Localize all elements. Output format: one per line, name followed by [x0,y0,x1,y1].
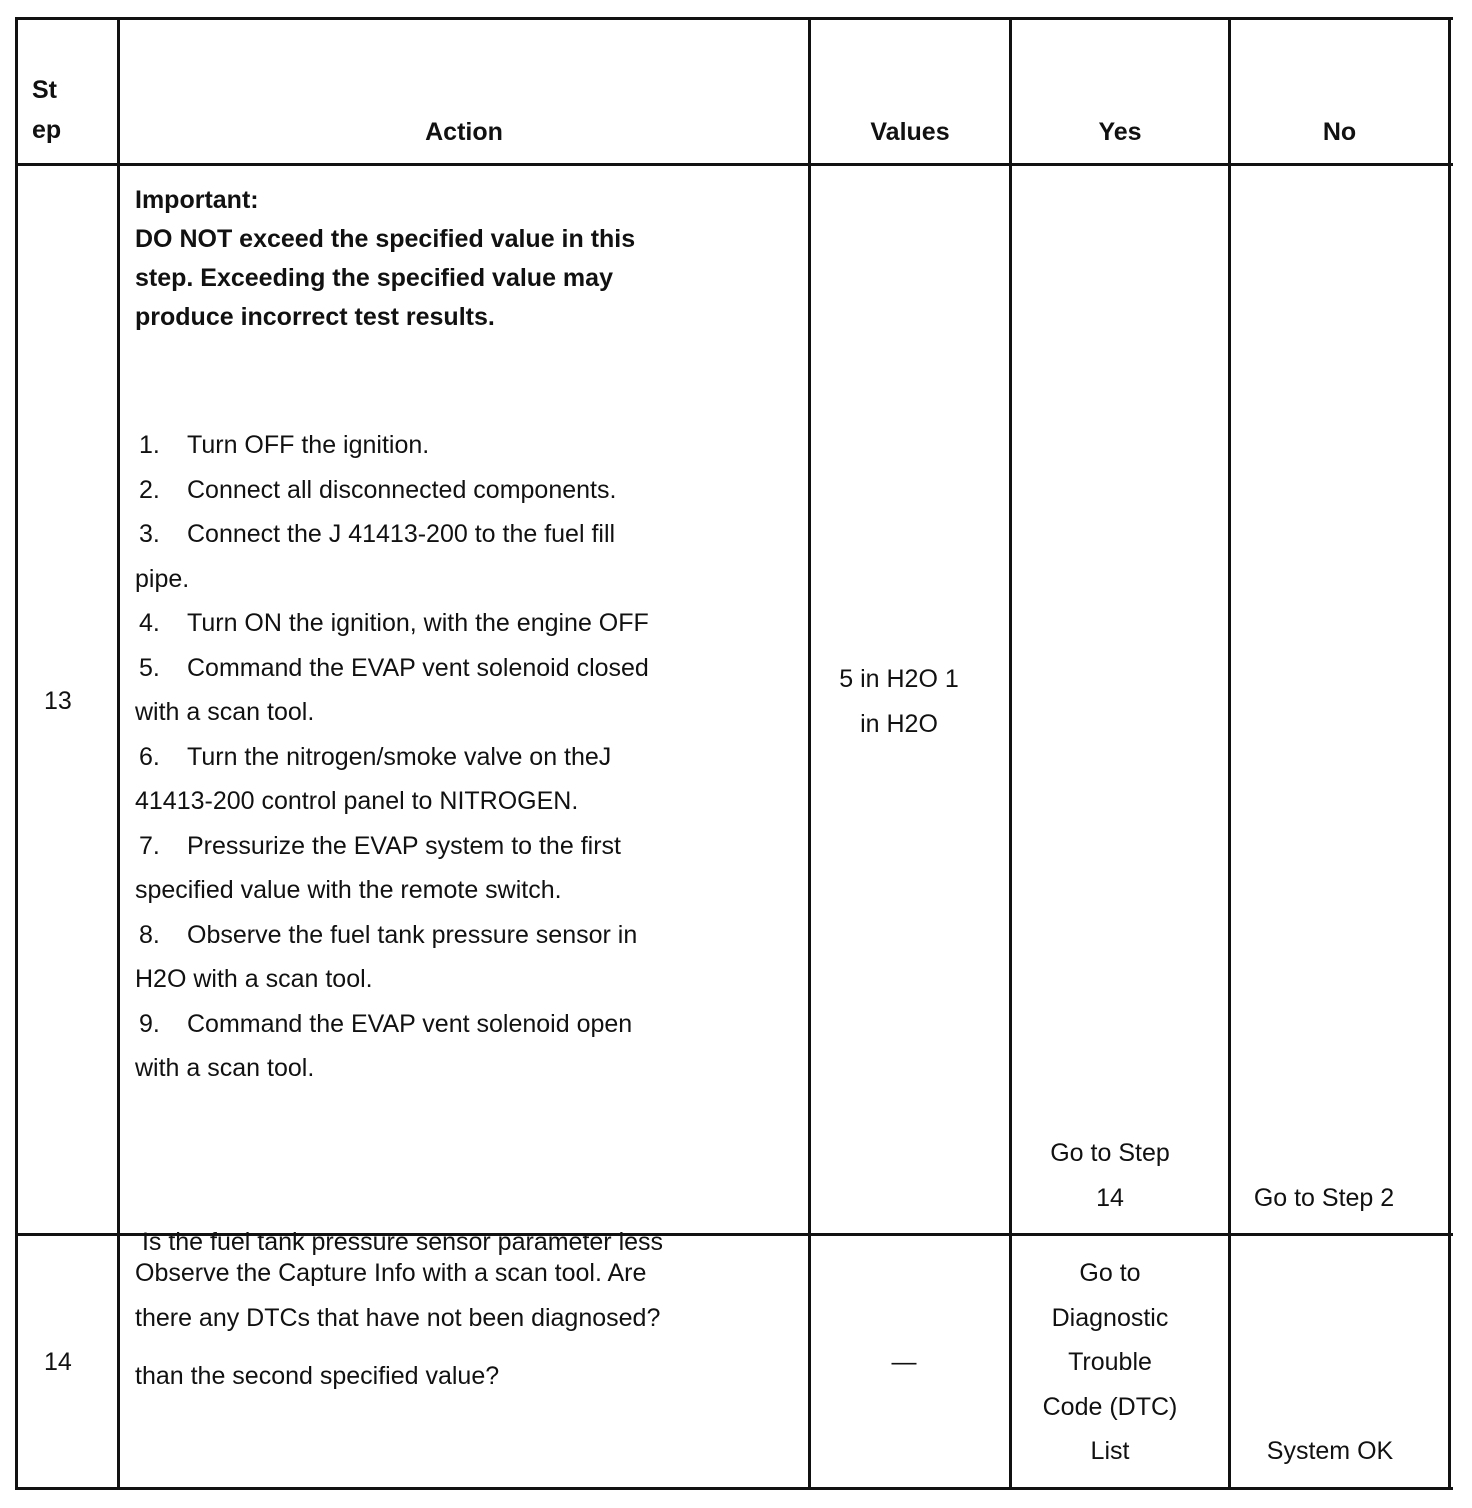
step-number: 14 [44,1348,72,1376]
yes-line: 14 [1096,1183,1124,1212]
yes-line: Go to Step [1050,1139,1170,1167]
table-border-bottom [15,1487,1453,1490]
header-yes: Yes [1098,118,1142,146]
step-number: 13 [44,687,72,715]
list-item: 7. Pressurize the EVAP system to the first [139,831,621,860]
yes-line: Trouble [1068,1348,1152,1376]
action-cell [135,1251,805,1340]
header-divider [15,163,1453,166]
yes-cell [1000,1131,1220,1220]
value-line: 5 in H2O 1 [839,665,959,693]
yes-cell [1000,1251,1220,1474]
important-text-line: step. Exceeding the specified value may [135,264,613,292]
header-values: Values [870,118,950,146]
yes-line: Diagnostic [1051,1303,1169,1332]
list-item: 4. Turn ON the ignition, with the engine OFF [139,609,649,637]
action-line: Observe the Capture Info with a scan tool. Are [135,1259,647,1287]
list-item-continuation: pipe. [135,564,190,593]
no-cell: System OK [1266,1437,1394,1465]
column-divider [808,17,811,1490]
list-item-continuation: with a scan tool. [135,698,315,726]
no-cell: Go to Step 2 [1253,1184,1395,1212]
column-divider [1228,17,1231,1490]
header-step-line1: St [32,76,57,104]
values-cell [800,657,998,746]
values-cell: — [891,1348,917,1376]
important-text-line: DO NOT exceed the specified value in this [135,225,636,253]
list-item-continuation: H2O with a scan tool. [135,965,373,993]
list-item: 2. Connect all disconnected components. [139,475,617,504]
table-border-left [15,17,18,1490]
header-no: No [1322,118,1357,146]
yes-line: List [1090,1437,1130,1465]
list-item-continuation: with a scan tool. [135,1054,315,1082]
list-item-continuation: specified value with the remote switch. [135,876,562,904]
table-border-right [1448,17,1451,1490]
yes-line: Go to [1079,1259,1141,1287]
value-line: in H2O [860,709,938,738]
action-cell [135,181,805,337]
procedure-list [135,423,805,1091]
header-step-line2: ep [32,116,62,144]
column-divider [117,17,120,1490]
list-item-continuation: 41413-200 control panel to NITROGEN. [135,787,579,815]
list-item: 1. Turn OFF the ignition. [139,431,430,459]
important-label: Important: [135,186,259,214]
important-text-line: produce incorrect test results. [135,303,495,331]
list-item: 8. Observe the fuel tank pressure sensor in [139,920,638,949]
list-item: 9. Command the EVAP vent solenoid open [139,1009,633,1038]
question-line: Is the fuel tank pressure sensor parameter less [135,1228,664,1256]
list-item: 5. Command the EVAP vent solenoid closed [139,653,649,682]
yes-line: Code (DTC) [1042,1392,1178,1421]
list-item: 6. Turn the nitrogen/smoke valve on theJ [139,742,612,771]
table-border-top [15,17,1453,20]
list-item: 3. Connect the J 41413-200 to the fuel fill [139,520,616,548]
question-line: than the second specified value? [135,1361,500,1390]
action-line: there any DTCs that have not been diagnosed? [135,1303,661,1332]
header-action: Action [425,118,503,146]
header-step [32,70,61,150]
